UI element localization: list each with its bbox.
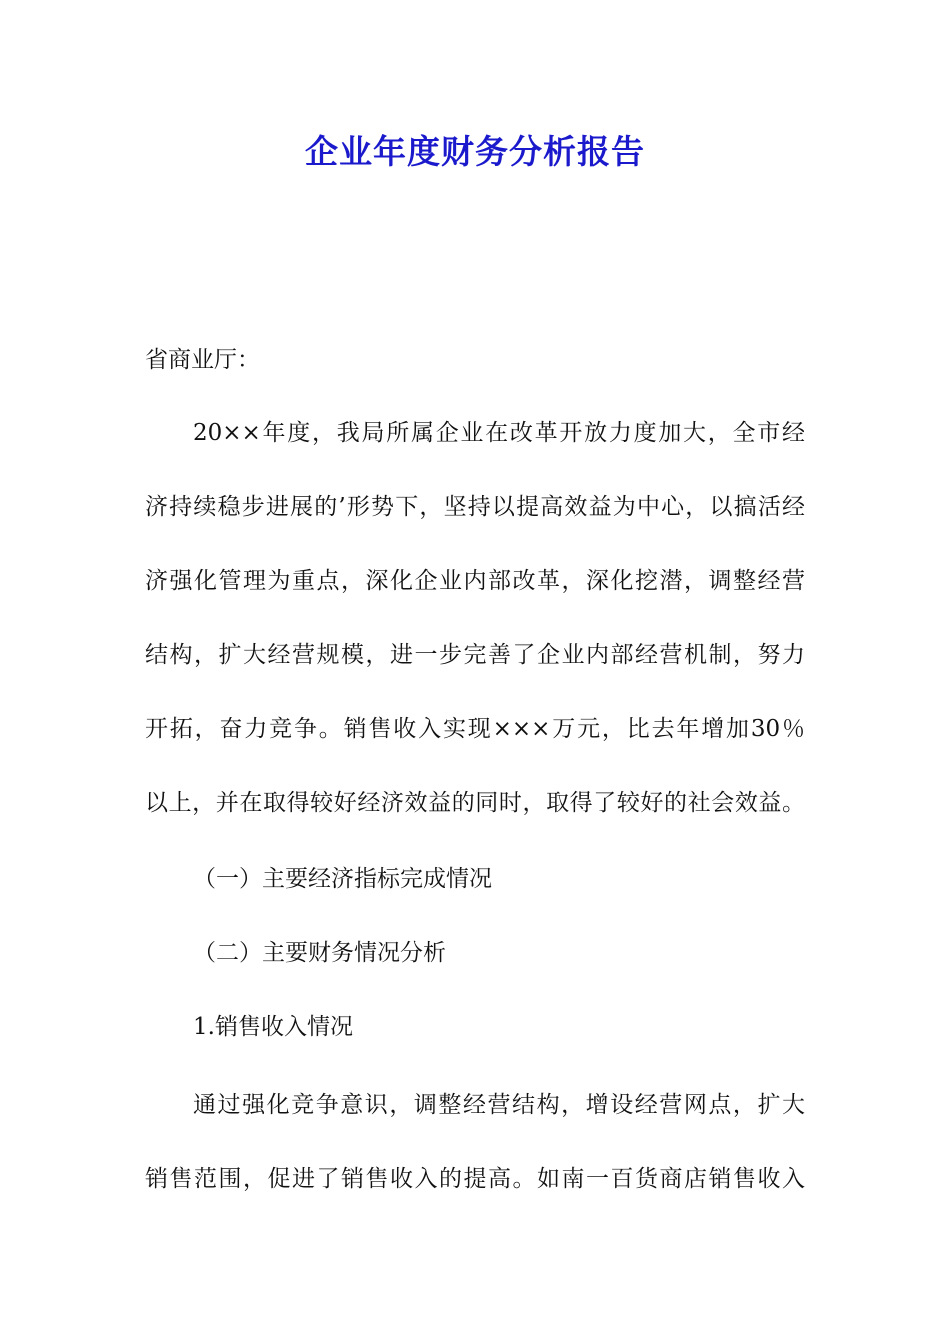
document-title: 企业年度财务分析报告 — [305, 132, 645, 171]
subsection-heading-sales-revenue: 1.销售收入情况 — [193, 1014, 353, 1040]
section-heading-financial-analysis: （二）主要财务情况分析 — [193, 940, 446, 966]
paragraph-line: 济强化管理为重点，深化企业内部改革，深化挖潜，调整经营 — [145, 568, 805, 594]
salutation: 省商业厅： — [145, 347, 260, 373]
section-heading-main-indicators: （一）主要经济指标完成情况 — [193, 866, 492, 892]
paragraph-line: 通过强化竞争意识，调整经营结构，增设经营网点，扩大 — [193, 1092, 805, 1118]
paragraph-line: 开拓，奋力竞争。销售收入实现×××万元，比去年增加30％ — [145, 716, 805, 742]
paragraph-line: 销售范围，促进了销售收入的提高。如南一百货商店销售收入 — [145, 1166, 805, 1192]
paragraph-line: 以上，并在取得较好经济效益的同时，取得了较好的社会效益。 — [145, 790, 805, 816]
paragraph-line: 结构，扩大经营规模，进一步完善了企业内部经营机制，努力 — [145, 642, 805, 668]
paragraph-line: 20××年度，我局所属企业在改革开放力度加大，全市经 — [193, 420, 805, 446]
paragraph-line: 济持续稳步进展的’形势下，坚持以提高效益为中心，以搞活经 — [145, 494, 805, 520]
